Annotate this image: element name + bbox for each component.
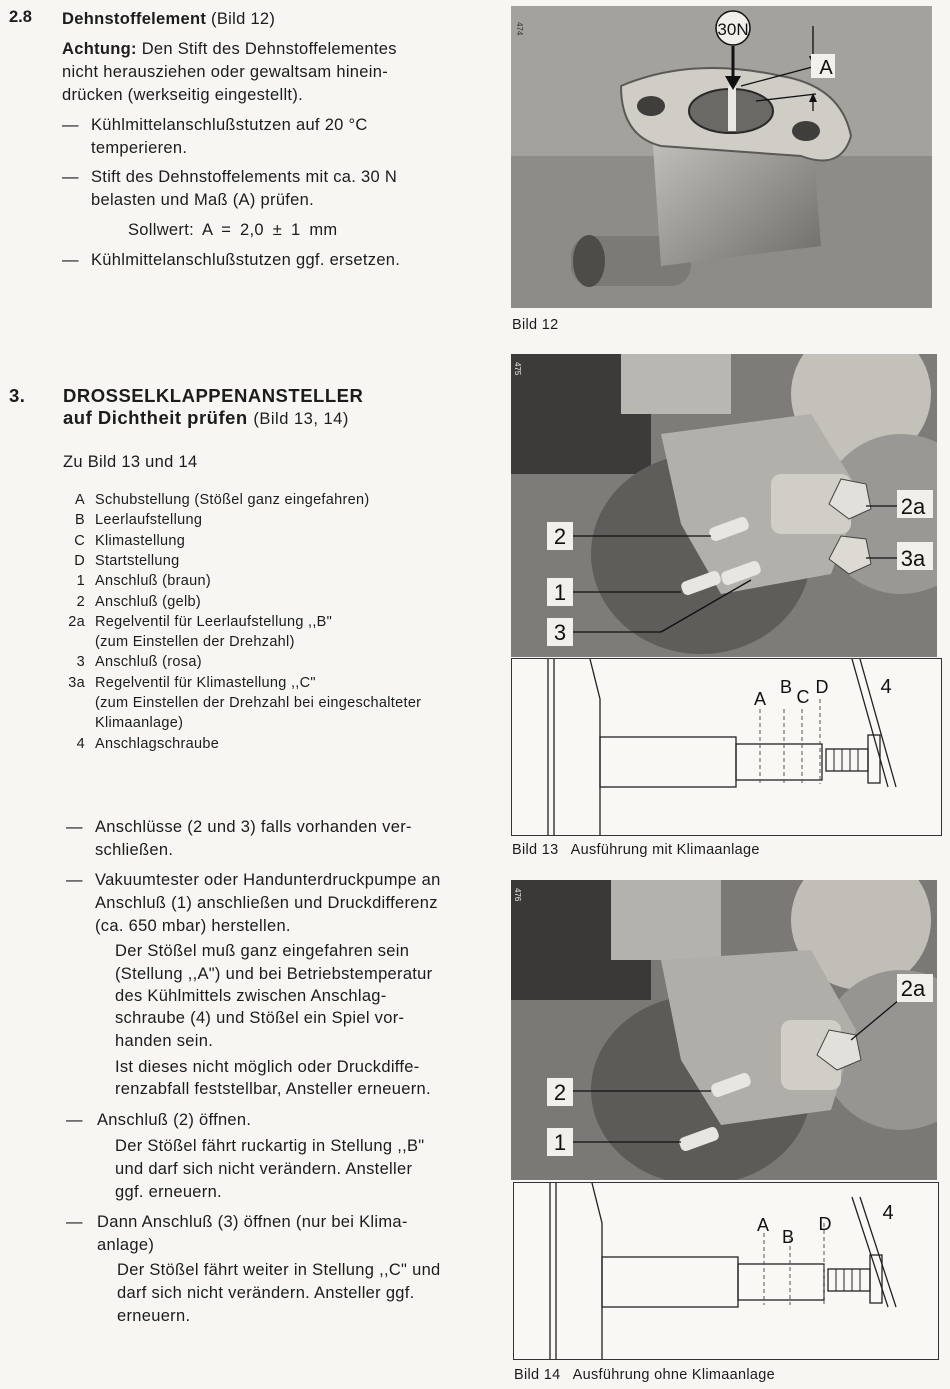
position-c: C <box>796 687 810 707</box>
bolt-hole <box>637 96 665 116</box>
page-stamp: 474 <box>515 22 524 36</box>
legend-text: Klimaanlage) <box>95 715 184 732</box>
actuator-cylinder <box>602 1257 738 1307</box>
step-dash: — <box>66 818 83 836</box>
callout-1: 1 <box>553 580 567 605</box>
legend-text: Anschluß (gelb) <box>95 593 202 610</box>
step-dash: — <box>66 1213 83 1231</box>
stop-screw <box>828 1269 870 1291</box>
position-d: D <box>818 1214 832 1234</box>
legend <box>55 490 495 755</box>
actuator-cylinder <box>600 737 736 787</box>
bullet-dash: — <box>62 251 79 269</box>
callout-2: 2 <box>553 1080 567 1105</box>
bullet-1-line-2: temperieren. <box>91 139 188 157</box>
step-3-para-line-3: ggf. erneuern. <box>115 1183 222 1201</box>
force-badge-label: 30N <box>717 20 749 39</box>
callout-3: 3 <box>553 620 567 645</box>
figure-14-description: Ausführung ohne Klimaanlage <box>572 1367 776 1383</box>
step-2-para-1-line-4: schraube (4) und Stößel ein Spiel vor- <box>115 1009 405 1027</box>
section-title-text: Dehnstoffelement <box>62 10 207 28</box>
step-2-para-1-line-3: des Kühlmittels zwischen Anschlag- <box>115 987 387 1005</box>
legend-key: C <box>74 532 85 549</box>
figure-13-caption <box>512 842 760 858</box>
legend-key: 3a <box>68 674 85 691</box>
step-4-para-line-3: erneuern. <box>117 1307 191 1325</box>
step-4-para-line-1: Der Stößel fährt weiter in Stellung ,,C" und <box>117 1261 441 1279</box>
section-title-line-2 <box>63 406 349 431</box>
legend-key: 4 <box>76 735 85 752</box>
legend-text: (zum Einstellen der Drehzahl) <box>95 634 295 651</box>
step-2-line-1: Vakuumtester oder Handunterdruckpumpe an <box>95 871 441 889</box>
section-title-ref: (Bild 12) <box>211 10 276 28</box>
step-2-para-2-line-2: renzabfall feststellbar, Ansteller erneuern. <box>115 1080 431 1098</box>
position-b: B <box>781 1227 795 1247</box>
callout-2a: 2a <box>900 494 926 519</box>
legend-text: Klimastellung <box>95 532 186 549</box>
step-dash: — <box>66 1111 83 1129</box>
plunger <box>738 1264 824 1300</box>
position-a: A <box>753 689 767 709</box>
legend-intro: Zu Bild 13 und 14 <box>63 453 198 471</box>
page-stamp: 476 <box>513 888 522 902</box>
bullet-2-line-1: Stift des Dehnstoffelements mit ca. 30 N <box>91 168 398 186</box>
callout-2: 2 <box>553 524 567 549</box>
legend-text: Anschluß (rosa) <box>95 654 202 671</box>
step-4-line-2: anlage) <box>97 1236 155 1254</box>
legend-text: Startstellung <box>95 552 180 569</box>
legend-text: Leerlaufstellung <box>95 512 203 529</box>
figure-14-plunger-diagram <box>514 1183 938 1359</box>
step-3-line-1: Anschluß (2) öffnen. <box>97 1111 252 1129</box>
legend-text: Regelventil für Klimastellung ,,C" <box>95 674 316 691</box>
step-2-para-1-line-5: handen sein. <box>115 1032 214 1050</box>
warning-text: Den Stift des Dehnstoffelementes <box>141 40 397 58</box>
step-2-para-1-line-2: (Stellung ,,A") und bei Betriebstemperatur <box>115 965 433 983</box>
callout-1: 1 <box>553 1130 567 1155</box>
legend-text: Anschlagschraube <box>95 735 220 752</box>
legend-key: 2a <box>68 613 85 630</box>
legend-key: D <box>74 552 85 569</box>
warning-line-3: drücken (werkseitig eingestellt). <box>62 86 303 104</box>
step-2-line-2: Anschluß (1) anschließen und Druckdifferenz <box>95 894 438 912</box>
position-a: A <box>756 1215 770 1235</box>
bolt-hole <box>792 121 820 141</box>
section-number: 3. <box>9 385 26 406</box>
figure-14-diagram <box>513 1182 939 1360</box>
stop-screw-label: 4 <box>882 1202 894 1224</box>
step-2-line-3: (ca. 650 mbar) herstellen. <box>95 917 291 935</box>
callout-2a: 2a <box>900 976 926 1001</box>
figure-14-photo <box>511 880 937 1180</box>
legend-text: (zum Einstellen der Drehzahl bei eingeschalteter <box>95 695 422 711</box>
warning-line-1 <box>62 38 397 61</box>
figure-14-illustration <box>511 880 937 1180</box>
warning-line-2: nicht herausziehen oder gewaltsam hinein- <box>62 63 388 81</box>
bullet-3-line-1: Kühlmittelanschlußstutzen ggf. ersetzen. <box>91 251 401 269</box>
step-2-para-1-line-1: Der Stößel muß ganz eingefahren sein <box>115 942 410 960</box>
figure-14-caption <box>514 1367 775 1383</box>
figure-14-number: Bild 14 <box>514 1367 561 1383</box>
figure-12-photo <box>511 6 932 308</box>
figure-13-photo <box>511 354 937 657</box>
bullet-1-line-1: Kühlmittelanschlußstutzen auf 20 °C <box>91 116 368 134</box>
step-dash: — <box>66 871 83 889</box>
bullet-dash: — <box>62 116 79 134</box>
section-title <box>62 8 275 31</box>
page-stamp: 475 <box>513 362 522 376</box>
legend-key: 1 <box>76 573 85 590</box>
step-3-para-line-1: Der Stößel fährt ruckartig in Stellung ,,B" <box>115 1137 425 1155</box>
bullet-2-line-2: belasten und Maß (A) prüfen. <box>91 191 315 209</box>
legend-key: B <box>75 512 85 529</box>
legend-key: 2 <box>76 593 85 610</box>
warning-label: Achtung: <box>62 40 137 58</box>
position-b: B <box>779 677 793 697</box>
step-1-line-1: Anschlüsse (2 und 3) falls vorhanden ver- <box>95 818 412 836</box>
figure-13-diagram <box>511 658 942 836</box>
section-number: 2.8 <box>9 8 32 26</box>
legend-key: 3 <box>76 654 85 671</box>
section-title-text: auf Dichtheit prüfen <box>63 407 248 428</box>
figure-13-illustration <box>511 354 937 657</box>
expansion-pin <box>728 86 736 131</box>
plunger <box>736 744 822 780</box>
figure-12-caption: Bild 12 <box>512 317 559 333</box>
figure-12-illustration <box>511 6 932 308</box>
figure-13-plunger-diagram <box>512 659 941 835</box>
figure-13-number: Bild 13 <box>512 842 559 858</box>
nominal-value: Sollwert: A = 2,0 ± 1 mm <box>128 221 338 239</box>
step-1-line-2: schließen. <box>95 841 174 859</box>
figure-13-description: Ausführung mit Klimaanlage <box>570 842 760 858</box>
legend-text: Schubstellung (Stößel ganz eingefahren) <box>95 492 370 508</box>
step-3-para-line-2: und darf sich nicht verändern. Ansteller <box>115 1160 413 1178</box>
step-4-line-1: Dann Anschluß (3) öffnen (nur bei Klima- <box>97 1213 408 1231</box>
stop-screw-label: 4 <box>880 676 892 698</box>
step-2-para-2-line-1: Ist dieses nicht möglich oder Druckdiffe- <box>115 1058 420 1076</box>
section-title-ref: (Bild 13, 14) <box>253 410 349 428</box>
legend-text: Regelventil für Leerlaufstellung ,,B" <box>95 613 333 630</box>
stop-screw <box>826 749 868 771</box>
position-d: D <box>815 677 829 697</box>
section-title-line-1: DROSSELKLAPPENANSTELLER <box>63 385 364 406</box>
dimension-label-a: A <box>819 57 833 79</box>
legend-text: Anschluß (braun) <box>95 573 212 590</box>
legend-key: A <box>75 492 85 508</box>
step-4-para-line-2: darf sich nicht verändern. Ansteller ggf. <box>117 1284 415 1302</box>
bullet-dash: — <box>62 168 79 186</box>
callout-3a: 3a <box>900 546 926 571</box>
